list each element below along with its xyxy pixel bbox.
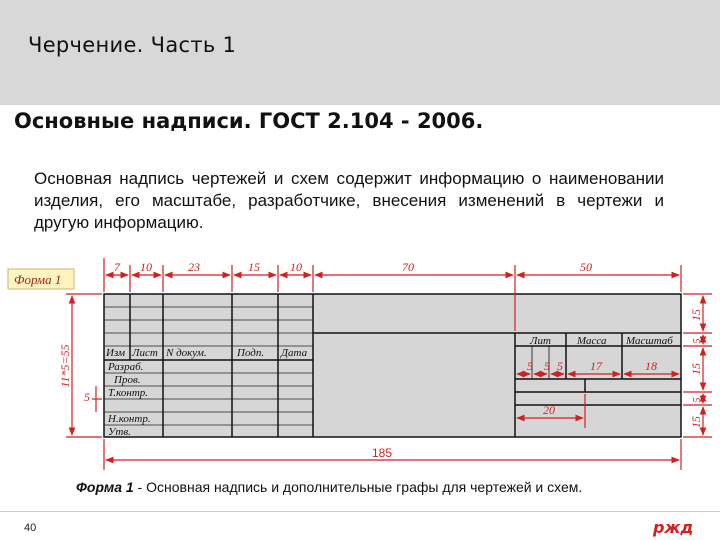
dim-right-15b: 15 xyxy=(689,363,703,375)
col-header-podp: Подп. xyxy=(237,347,265,359)
dim-185: 185 xyxy=(372,446,393,460)
col-header-data: Дата xyxy=(281,347,308,359)
dim-10: 10 xyxy=(140,260,152,274)
dim-23: 23 xyxy=(188,260,200,274)
dim-50: 50 xyxy=(580,260,592,274)
dim-inner-17: 17 xyxy=(590,359,602,373)
footer-divider xyxy=(0,511,720,512)
row-label-razrab: Разраб. xyxy=(108,361,144,373)
logo-text: ржд xyxy=(653,518,694,537)
right-header-massa: Масса xyxy=(577,335,607,347)
dim-inner-5c: 5 xyxy=(557,359,563,373)
col-header-ndokum: N докум. xyxy=(166,347,207,359)
dim-70: 70 xyxy=(402,260,414,274)
row-label-utv: Утв. xyxy=(108,426,131,438)
form-label: Форма 1 xyxy=(14,272,62,287)
caption-text: - Основная надпись и дополнительные графы для чертежей и схем. xyxy=(133,479,583,495)
rzd-logo xyxy=(651,517,699,537)
dim-left-55: 11*5=55 xyxy=(58,344,72,388)
dim-15: 15 xyxy=(248,260,260,274)
dim-left-5: 5 xyxy=(84,390,90,404)
dim-inner-5b: 5 xyxy=(544,359,550,373)
row-label-nkontr: Н.контр. xyxy=(108,413,151,425)
dim-right-15c: 15 xyxy=(689,416,703,428)
row-label-prov: Пров. xyxy=(114,374,141,386)
col-header-izm: Изм xyxy=(106,347,125,359)
dim-7: 7 xyxy=(114,260,120,274)
row-label-tkontr: Т.контр. xyxy=(108,387,149,399)
slide-heading: Основные надписи. ГОСТ 2.104 - 2006. xyxy=(14,109,484,133)
dim-right-15a: 15 xyxy=(689,309,703,321)
col-header-list: Лист xyxy=(132,347,158,359)
dim-inner-18: 18 xyxy=(645,359,657,373)
intro-paragraph: Основная надпись чертежей и схем содержит информацию о наименовании изделия, его масштабе, разработчике, внесения изменений в чертежи и другую информацию. xyxy=(34,169,664,232)
right-header-masshtab: Масштаб xyxy=(626,335,673,347)
right-header-lit: Лит xyxy=(530,335,551,347)
dim-right-5a: 5 xyxy=(692,338,703,344)
dim-10b: 10 xyxy=(290,260,302,274)
page-number: 40 xyxy=(24,522,37,534)
course-title: Черчение. Часть 1 xyxy=(28,33,237,57)
dim-right-5b: 5 xyxy=(692,397,703,403)
dim-inner-20: 20 xyxy=(543,403,555,417)
caption-bold: Форма 1 xyxy=(76,479,134,495)
dim-inner-5a: 5 xyxy=(527,359,533,373)
figure-caption xyxy=(76,479,582,495)
